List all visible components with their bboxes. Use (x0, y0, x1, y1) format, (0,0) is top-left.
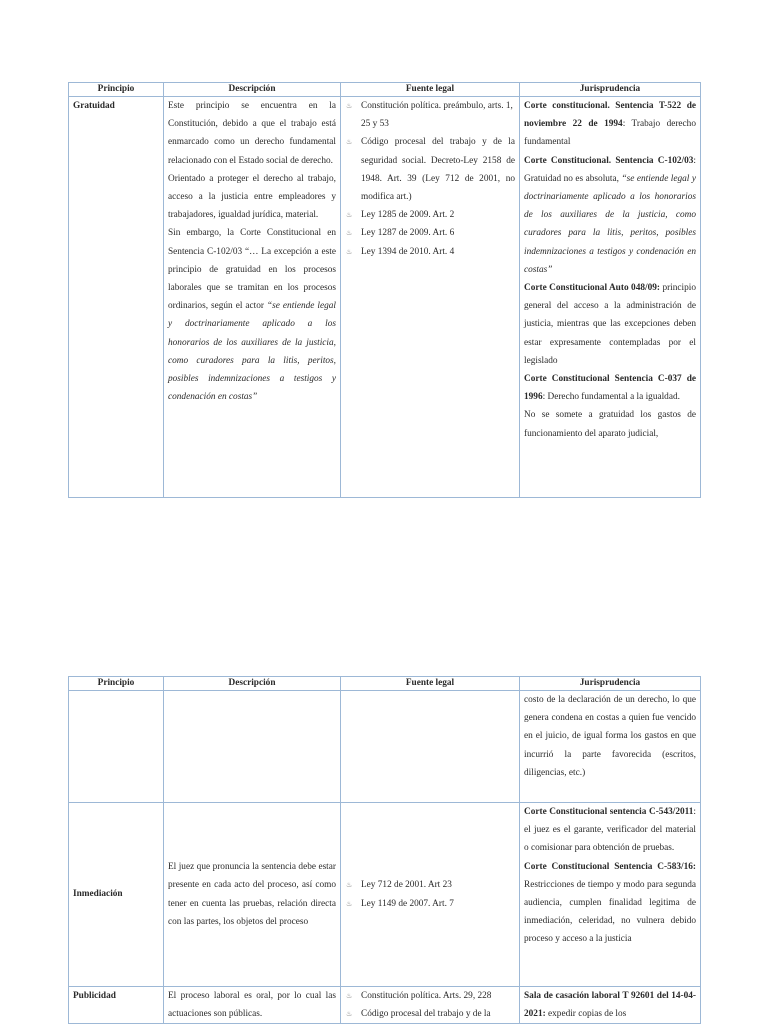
jurisprudence-entry: No se somete a gratuidad los gastos de funcionamiento del aparato judicial, (524, 410, 696, 439)
header-fuente-legal: Fuente legal (341, 83, 520, 97)
jurisprudence-inmediacion (520, 803, 701, 987)
source-text: Ley 1287 de 2009. Art. 6 (361, 228, 455, 239)
principle-gratuidad: Gratuidad (69, 97, 164, 498)
table-header-row (69, 83, 701, 97)
ruling-title: Corte Constitucional Auto 048/09: (524, 283, 660, 294)
source-text: Ley 1394 de 2010. Art. 4 (361, 246, 455, 257)
empty-cell (164, 691, 341, 803)
header-fuente-legal: Fuente legal (341, 677, 520, 691)
list-item (345, 876, 515, 894)
empty-cell (341, 691, 520, 803)
description-paragraph (168, 224, 336, 406)
ruling-title: Sala de casación laboral T 92601 del 14-04-2021: (524, 991, 696, 1020)
source-text: Constitución política. Arts. 29, 228 (361, 991, 492, 1001)
source-text: Código procesal del trabajo y de la seguridad social. Decreto-Ley 2158 de 1948. Art. 39 (Ley 712 de 2001, no modifica art.) (361, 137, 515, 203)
jurisprudence-entry (524, 803, 696, 858)
description-text: Sin embargo, la Corte Constitucional en Sentencia C-102/03 “… La excepción a este principio de gratuidad en los procesos laborales que se tramitan en los procesos ordinarios, según el actor (168, 228, 336, 312)
ruling-text: : Gratuidad no es absoluta, (524, 155, 696, 184)
list-item (345, 97, 515, 133)
jurisprudence-gratuidad (520, 97, 701, 498)
ruling-text: expedir copias de los (545, 1009, 627, 1020)
bullet-icon: ♨ (346, 1010, 353, 1019)
bullet-icon: ♨ (346, 102, 353, 110)
bullet-icon: ♨ (346, 992, 353, 1000)
ruling-text: principio general del acceso a la administración de justicia, mientras que las excepciones deben estar expresamente contempladas por el legislado (524, 283, 697, 366)
header-principio: Principio (69, 83, 164, 97)
principles-table-2 (68, 676, 701, 1024)
jurisprudence-continuation: costo de la declaración de un derecho, lo que genera condena en costas a quien fue vencido en el juicio, de igual forma los gastos en que incurrió la parte favorecida (escritos, diligencias, etc.) (520, 691, 701, 803)
principle-inmediacion: Inmediación (69, 803, 164, 987)
table-row-inmediacion (69, 803, 701, 987)
table-row-publicidad (69, 987, 701, 1024)
header-descripcion: Descripción (164, 83, 341, 97)
description-paragraph: Este principio se encuentra en la Constitución, debido a que el trabajo está enmarcado como un derecho fundamental relacionado con el Estado social de derecho. (168, 101, 336, 166)
description-paragraph: Orientado a proteger el derecho al trabajo, acceso a la justicia entre empleadores y trabajadores, igualdad jurídica, material. (168, 173, 336, 221)
ruling-title: Corte Constitucional sentencia C-543/2011 (524, 807, 694, 817)
ruling-text: Restricciones de tiempo y modo para segunda audiencia, cumplen finalidad legitima de inmediación, celeridad, no vulnera debido proceso y acceso a la justicia (524, 879, 696, 945)
ruling-title: Corte constitucional. Sentencia T-522 de noviembre 22 de 1994 (524, 101, 696, 130)
list-item (345, 243, 515, 261)
source-text: Ley 1149 de 2007. Art. 7 (361, 898, 454, 909)
ruling-text: : Trabajo derecho fundamental (524, 119, 696, 148)
list-item (345, 206, 515, 224)
jurisprudence-entry (524, 152, 696, 279)
list-item (345, 224, 515, 242)
description-inmediacion: El juez que pronuncia la sentencia debe estar presente en cada acto del proceso, así como tener en cuenta las pruebas, relación directa con las partes, los objetos del proceso (164, 803, 341, 987)
list-item (345, 1005, 515, 1023)
ruling-text: : Derecho fundamental a la igualdad. (542, 392, 680, 403)
sources-inmediacion (341, 803, 520, 987)
sources-gratuidad (341, 97, 520, 498)
bullet-icon: ♨ (346, 211, 353, 220)
list-item (345, 895, 515, 913)
jurisprudence-entry (524, 279, 696, 370)
bullet-icon: ♨ (346, 881, 353, 890)
header-principio: Principio (69, 677, 164, 691)
empty-cell (69, 691, 164, 803)
table-row-gratuidad (69, 97, 701, 498)
sources-publicidad (341, 987, 520, 1024)
description-quote: “se entiende legal y doctrinariamente aplicado a los honorarios de los auxiliares de la justicia, como curadores para la litis, peritos, posibles indemnizaciones a testigos y condenación en costas” (168, 301, 336, 403)
principle-publicidad: Publicidad (69, 987, 164, 1024)
bullet-icon: ♨ (346, 138, 353, 147)
principles-table-1 (68, 82, 701, 498)
description-gratuidad (164, 97, 341, 498)
bullet-icon: ♨ (346, 229, 353, 238)
table-header-row (69, 677, 701, 691)
source-text: Código procesal del trabajo y de la (361, 1009, 491, 1020)
source-text: Constitución política. preámbulo, arts. 1, 25 y 53 (361, 101, 513, 130)
ruling-quote: “se entiende legal y doctrinariamente aplicado a los honorarios de los auxiliares de la justicia, como curadores para la litis, peritos, posibles indemnizaciones a testigos y condenación en costas” (524, 173, 696, 275)
source-text: Ley 712 de 2001. Art 23 (361, 880, 452, 891)
ruling-title: Corte Constitucional Sentencia C-037 de 1996 (524, 374, 696, 403)
description-publicidad: El proceso laboral es oral, por lo cual las actuaciones son públicas. (164, 987, 341, 1024)
header-jurisprudencia: Jurisprudencia (520, 83, 701, 97)
ruling-title: Corte Constitucional. Sentencia C-102/03 (524, 155, 694, 166)
ruling-title: Corte Constitucional Sentencia C-583/16: (524, 861, 696, 872)
ruling-text: : el juez es el garante, verificador del material o comisionar para obtención de pruebas. (524, 807, 696, 854)
table-row-continuation (69, 691, 701, 803)
list-item (345, 133, 515, 206)
header-descripcion: Descripción (164, 677, 341, 691)
jurisprudence-entry (524, 370, 696, 406)
source-text: Ley 1285 de 2009. Art. 2 (361, 210, 455, 221)
list-item (345, 987, 515, 1005)
jurisprudence-entry (524, 858, 696, 949)
jurisprudence-entry (524, 97, 696, 152)
bullet-icon: ♨ (346, 247, 353, 256)
jurisprudence-publicidad (520, 987, 701, 1024)
bullet-icon: ♨ (346, 899, 353, 908)
header-jurisprudencia: Jurisprudencia (520, 677, 701, 691)
